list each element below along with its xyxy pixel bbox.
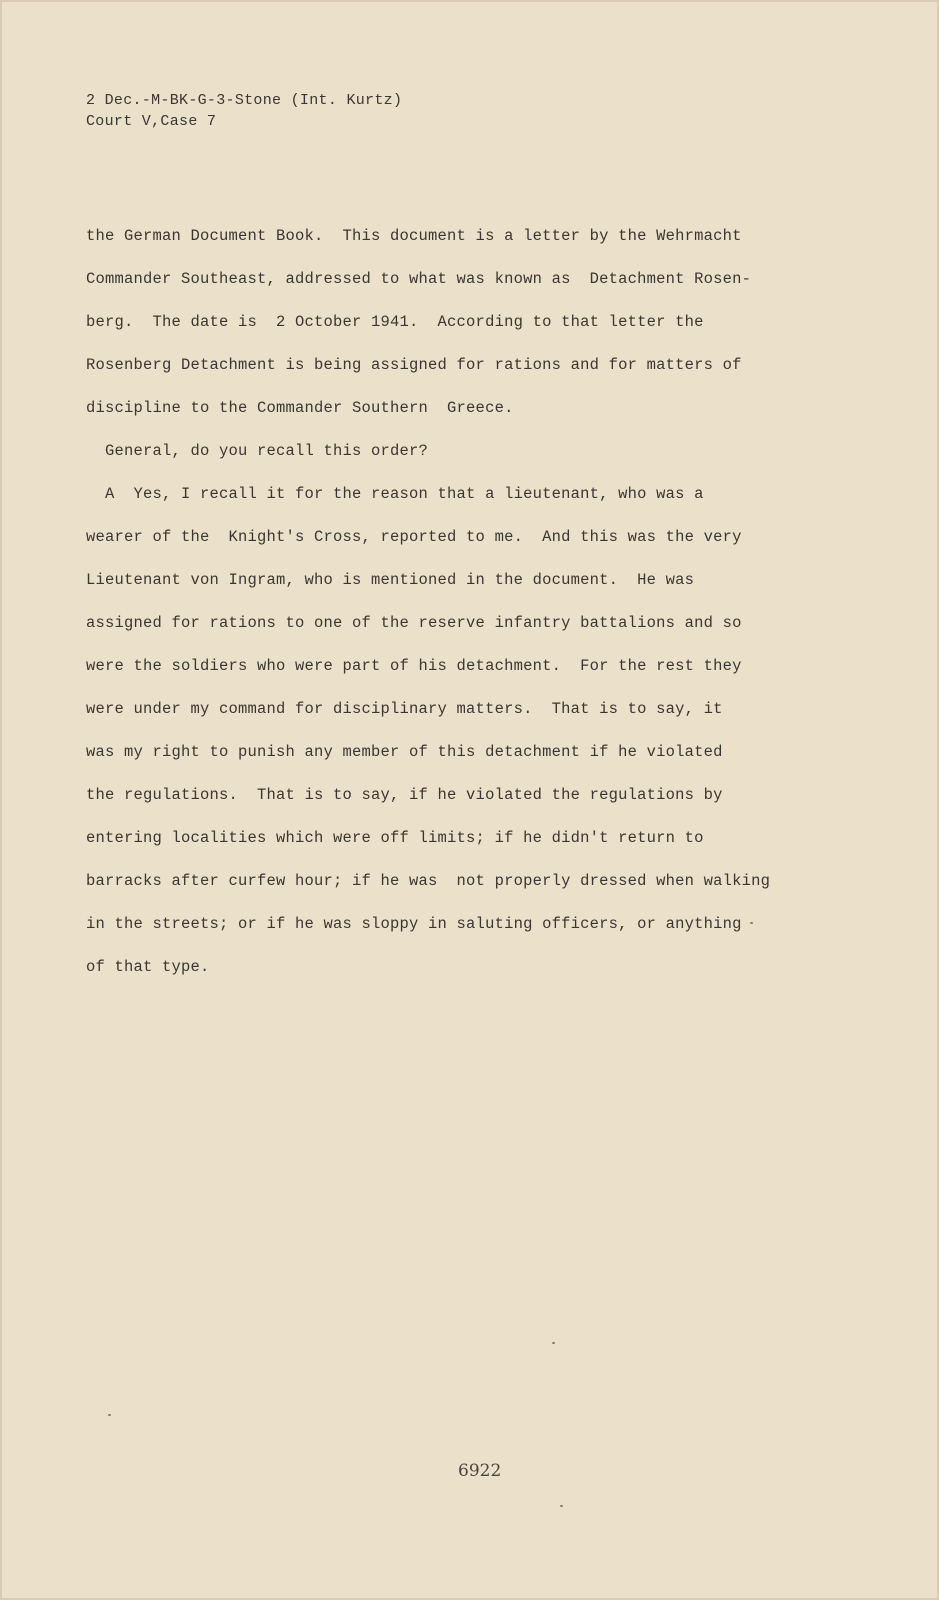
text-line: berg. The date is 2 October 1941. According to that letter the bbox=[86, 313, 704, 331]
paper-speck bbox=[552, 1342, 555, 1344]
text-line: Commander Southeast, addressed to what was known as Detachment Rosen- bbox=[86, 270, 752, 288]
paper-speck bbox=[560, 1505, 563, 1507]
document-header bbox=[86, 90, 402, 132]
text-line: wearer of the Knight's Cross, reported to me. And this was the very bbox=[86, 528, 742, 546]
page-number: 6922 bbox=[458, 1461, 502, 1481]
text-line: barracks after curfew hour; if he was not properly dressed when walking bbox=[86, 872, 771, 890]
header-line-2: Court V,Case 7 bbox=[86, 113, 217, 130]
text-line: was my right to punish any member of this detachment if he violated bbox=[86, 743, 723, 761]
text-line: General, do you recall this order? bbox=[86, 442, 429, 460]
text-line: were under my command for disciplinary matters. That is to say, it bbox=[86, 700, 723, 718]
text-line: of that type. bbox=[86, 958, 210, 976]
text-line: in the streets; or if he was sloppy in saluting officers, or anything bbox=[86, 915, 742, 933]
text-line: assigned for rations to one of the reserve infantry battalions and so bbox=[86, 614, 742, 632]
text-line: Rosenberg Detachment is being assigned for rations and for matters of bbox=[86, 356, 742, 374]
text-line: A Yes, I recall it for the reason that a lieutenant, who was a bbox=[86, 485, 704, 503]
paper-speck bbox=[108, 1414, 111, 1416]
header-line-1: 2 Dec.-M-BK-G-3-Stone (Int. Kurtz) bbox=[86, 92, 403, 109]
paper-speck bbox=[750, 922, 753, 924]
text-line: discipline to the Commander Southern Greece. bbox=[86, 399, 514, 417]
transcript-body bbox=[86, 215, 886, 989]
text-line: the regulations. That is to say, if he violated the regulations by bbox=[86, 786, 723, 804]
text-line: entering localities which were off limits; if he didn't return to bbox=[86, 829, 704, 847]
text-line: were the soldiers who were part of his detachment. For the rest they bbox=[86, 657, 742, 675]
text-line: the German Document Book. This document is a letter by the Wehrmacht bbox=[86, 227, 742, 245]
text-line: Lieutenant von Ingram, who is mentioned in the document. He was bbox=[86, 571, 695, 589]
